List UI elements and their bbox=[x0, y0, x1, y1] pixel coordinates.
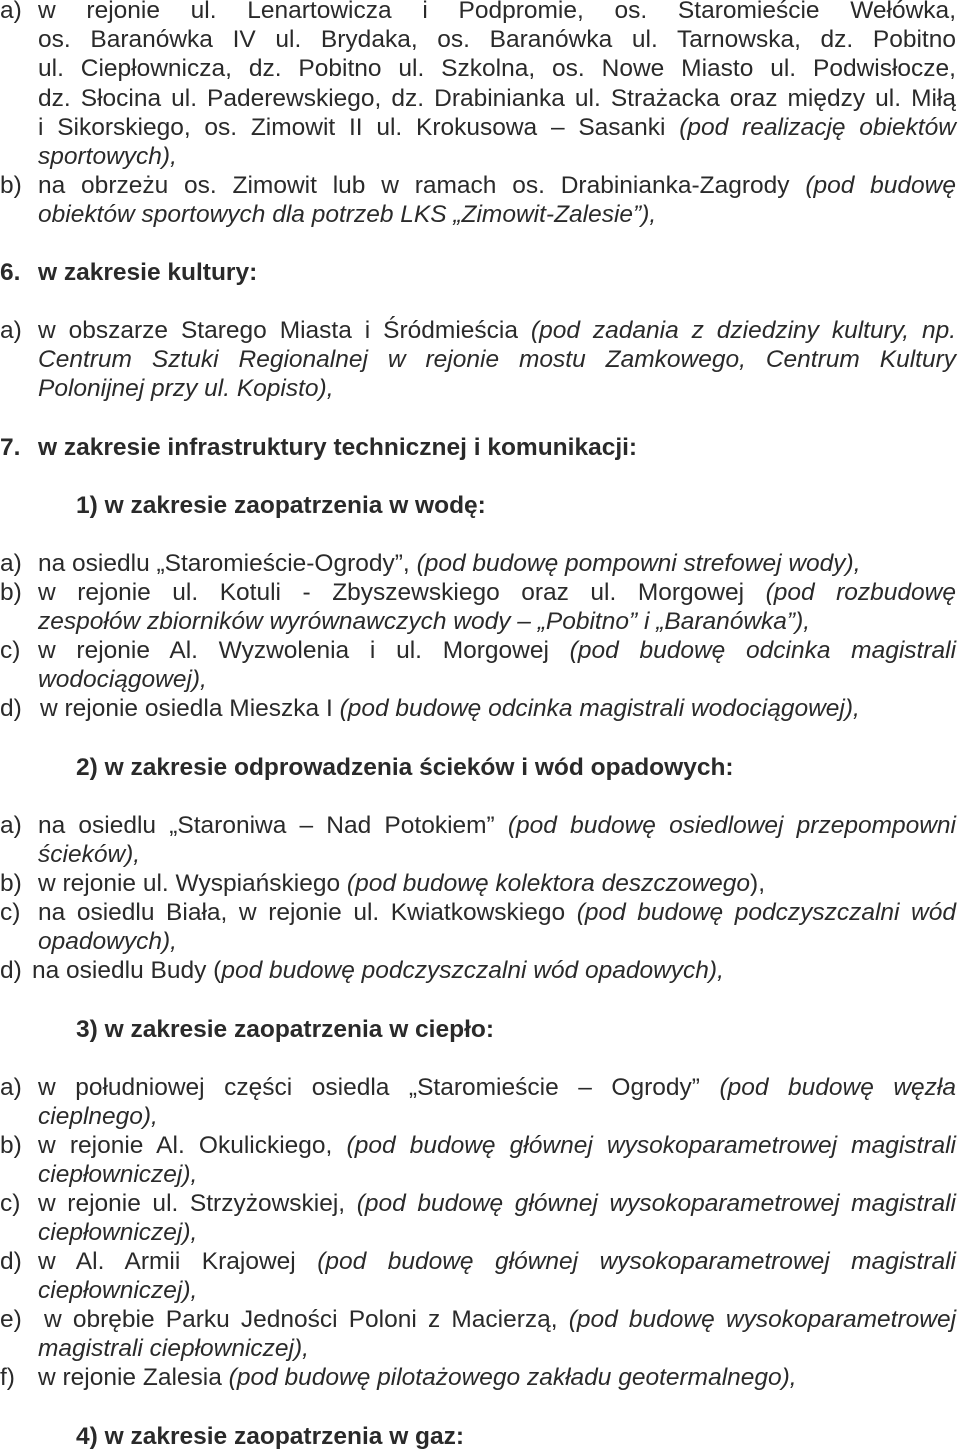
paragraph-line: dz. Słocina ul. Paderewskiego, dz. Drabinianka ul. Strażacka oraz między ul. Miłą bbox=[38, 85, 956, 112]
paragraph-line: ul. Ciepłownicza, dz. Pobitno ul. Szkolna, os. Nowe Miasto ul. Podwisłocze, bbox=[38, 55, 956, 82]
subsection-heading-sewage bbox=[0, 753, 960, 783]
paragraph-line: w rejonie ul. Lenartowicza i Podpromie, os. Staromieście Wełówka, bbox=[38, 0, 956, 24]
italic-note: zespołów zbiorników wyrównawczych wody – „Pobitno” i „Baranówka”), bbox=[38, 608, 811, 635]
italic-note: (pod budowę węzła bbox=[719, 1074, 956, 1101]
subsection-title: 4) w zakresie zaopatrzenia w gaz: bbox=[76, 1423, 465, 1450]
plain-text: w rejonie Al. Wyzwolenia i ul. Morgowej bbox=[38, 637, 549, 664]
paragraph-line-row bbox=[0, 142, 960, 172]
paragraph-line bbox=[44, 1305, 956, 1335]
italic-note: obiektów sportowych dla potrzeb LKS „Zimowit-Zalesie”), bbox=[38, 201, 657, 228]
subsection-heading-gas bbox=[0, 1422, 960, 1452]
italic-note: cieplnego), bbox=[38, 1103, 158, 1130]
plain-text: w Al. Armii Krajowej bbox=[38, 1248, 296, 1275]
italic-note: ciepłowniczej), bbox=[38, 1161, 198, 1188]
list-item-b bbox=[0, 869, 960, 899]
paragraph-line-row bbox=[0, 374, 960, 404]
list-item-b bbox=[0, 171, 960, 201]
paragraph-line bbox=[38, 316, 956, 346]
paragraph-line bbox=[38, 1363, 797, 1393]
paragraph-line-row bbox=[0, 25, 960, 55]
paragraph-line-row bbox=[0, 1276, 960, 1306]
item-label: a) bbox=[0, 550, 22, 577]
italic-note: ciepłowniczej), bbox=[38, 1219, 198, 1246]
italic-note: (pod budowę głównej wysokoparametrowej magistrali bbox=[346, 1132, 956, 1159]
item-label: b) bbox=[0, 172, 22, 199]
paragraph-line-row bbox=[0, 200, 960, 230]
paragraph-line-row bbox=[0, 54, 960, 84]
plain-text: i Sikorskiego, os. Zimowit II ul. Krokusowa – Sasanki bbox=[38, 114, 666, 141]
item-label: b) bbox=[0, 579, 22, 606]
item-label: e) bbox=[0, 1306, 22, 1333]
italic-note: pod budowę podczyszczalni wód opadowych), bbox=[221, 957, 724, 984]
plain-text: w rejonie ul. Strzyżowskiej, bbox=[38, 1190, 346, 1217]
plain-text: na osiedlu „Staromieście-Ogrody”, bbox=[38, 550, 410, 577]
section-number: 6. bbox=[0, 259, 21, 286]
paragraph-line: os. Baranówka IV ul. Brydaka, os. Baranówka ul. Tarnowska, dz. Pobitno bbox=[38, 26, 956, 53]
item-label: a) bbox=[0, 1074, 22, 1101]
subsection-title: 2) w zakresie odprowadzenia ścieków i wód opadowych: bbox=[76, 754, 734, 781]
plain-text: w południowej części osiedla „Staromieście – Ogrody” bbox=[38, 1074, 700, 1101]
paragraph-line bbox=[38, 811, 956, 841]
section-title: w zakresie kultury: bbox=[38, 259, 258, 286]
section-title: w zakresie infrastruktury technicznej i komunikacji: bbox=[38, 434, 638, 461]
italic-note: (pod realizację obiektów bbox=[679, 114, 957, 141]
italic-note: (pod budowę kolektora deszczowego bbox=[346, 870, 751, 897]
italic-note: magistrali ciepłowniczej), bbox=[38, 1335, 309, 1362]
paragraph-line-row bbox=[0, 927, 960, 957]
item-label: c) bbox=[0, 1190, 21, 1217]
paragraph-line-row bbox=[0, 1102, 960, 1132]
paragraph-line-row bbox=[0, 1218, 960, 1248]
paragraph-line-row bbox=[0, 345, 960, 375]
paragraph-line bbox=[32, 956, 724, 986]
item-label: d) bbox=[0, 957, 22, 984]
item-label: a) bbox=[0, 812, 22, 839]
item-label: b) bbox=[0, 870, 22, 897]
paragraph-line-row bbox=[0, 1334, 960, 1364]
item-label: a) bbox=[0, 317, 22, 344]
section-number: 7. bbox=[0, 434, 21, 461]
italic-note: (pod budowę wysokoparametrowej bbox=[568, 1306, 957, 1333]
italic-note: (pod budowę pompowni strefowej wody), bbox=[416, 550, 861, 577]
italic-note: (pod budowę bbox=[805, 172, 956, 199]
item-label: d) bbox=[0, 1248, 22, 1275]
section-heading-7 bbox=[0, 433, 960, 463]
plain-text: ), bbox=[750, 870, 766, 897]
list-item-e bbox=[0, 1305, 960, 1335]
paragraph-line-row bbox=[0, 607, 960, 637]
italic-note: (pod zadania z dziedziny kultury, np. bbox=[530, 317, 956, 344]
list-item-c bbox=[0, 1189, 960, 1219]
paragraph-line-row bbox=[0, 84, 960, 114]
list-item-b bbox=[0, 578, 960, 608]
paragraph-line-row bbox=[0, 113, 960, 143]
list-item-d bbox=[0, 1247, 960, 1277]
italic-note: (pod budowę odcinka magistrali wodociągowej), bbox=[339, 695, 860, 722]
paragraph-line bbox=[38, 1073, 956, 1103]
plain-text: w rejonie ul. Kotuli - Zbyszewskiego oraz ul. Morgowej bbox=[38, 579, 745, 606]
italic-note: Centrum Sztuki Regionalnej w rejonie mostu Zamkowego, Centrum Kultury bbox=[38, 346, 956, 373]
item-label: c) bbox=[0, 637, 21, 664]
plain-text: w rejonie Zalesia bbox=[38, 1364, 222, 1391]
plain-text: w rejonie Al. Okulickiego, bbox=[38, 1132, 333, 1159]
list-item-b bbox=[0, 1131, 960, 1161]
italic-note: ścieków), bbox=[38, 841, 141, 868]
list-item-a bbox=[0, 1073, 960, 1103]
paragraph-line bbox=[38, 898, 956, 928]
italic-note: ciepłowniczej), bbox=[38, 1277, 198, 1304]
list-item-d bbox=[0, 956, 960, 986]
list-item-a bbox=[0, 811, 960, 841]
paragraph-line bbox=[38, 1131, 956, 1161]
subsection-heading-heat bbox=[0, 1015, 960, 1045]
italic-note: (pod budowę pilotażowego zakładu geotermalnego), bbox=[228, 1364, 797, 1391]
subsection-title: 3) w zakresie zaopatrzenia w ciepło: bbox=[76, 1016, 495, 1043]
list-item-a bbox=[0, 316, 960, 346]
paragraph-line bbox=[38, 1247, 956, 1277]
item-label: a) bbox=[0, 0, 22, 24]
italic-note: opadowych), bbox=[38, 928, 177, 955]
paragraph-line bbox=[38, 578, 956, 608]
plain-text: w obrębie Parku Jedności Poloni z Macierzą, bbox=[44, 1306, 558, 1333]
paragraph-line bbox=[40, 694, 860, 724]
item-label: c) bbox=[0, 899, 21, 926]
subsection-heading-water bbox=[0, 491, 960, 521]
section-heading-6 bbox=[0, 258, 960, 288]
italic-note: wodociągowej), bbox=[38, 666, 207, 693]
plain-text: na osiedlu Budy ( bbox=[32, 957, 222, 984]
list-item-a bbox=[0, 0, 960, 26]
plain-text: w obszarze Starego Miasta i Śródmieścia bbox=[38, 317, 518, 344]
item-label: d) bbox=[0, 695, 22, 722]
italic-note: (pod budowę odcinka magistrali bbox=[569, 637, 957, 664]
plain-text: w rejonie ul. Wyspiańskiego bbox=[38, 870, 341, 897]
italic-note: (pod budowę osiedlowej przepompowni bbox=[507, 812, 956, 839]
plain-text: na osiedlu „Staroniwa – Nad Potokiem” bbox=[38, 812, 495, 839]
paragraph-line bbox=[38, 171, 956, 201]
paragraph-line bbox=[38, 549, 861, 579]
paragraph-line-row bbox=[0, 665, 960, 695]
paragraph-line-row bbox=[0, 1160, 960, 1190]
item-label: f) bbox=[0, 1364, 15, 1391]
plain-text: w rejonie osiedla Mieszka I bbox=[40, 695, 333, 722]
paragraph-line bbox=[38, 1189, 956, 1219]
item-label: b) bbox=[0, 1132, 22, 1159]
plain-text: na osiedlu Biała, w rejonie ul. Kwiatkowskiego bbox=[38, 899, 566, 926]
italic-note: (pod budowę głównej wysokoparametrowej magistrali bbox=[356, 1190, 956, 1217]
italic-note: (pod rozbudowę bbox=[765, 579, 956, 606]
subsection-title: 1) w zakresie zaopatrzenia w wodę: bbox=[76, 492, 486, 519]
paragraph-line bbox=[38, 113, 956, 143]
italic-note: Polonijnej przy ul. Kopisto), bbox=[38, 375, 334, 402]
list-item-c bbox=[0, 636, 960, 666]
list-item-a bbox=[0, 549, 960, 579]
list-item-d bbox=[0, 694, 960, 724]
paragraph-line bbox=[38, 636, 956, 666]
plain-text: na obrzeżu os. Zimowit lub w ramach os. Drabinianka-Zagrody bbox=[38, 172, 790, 199]
paragraph-line bbox=[38, 869, 765, 899]
italic-note: sportowych), bbox=[38, 143, 177, 170]
list-item-f bbox=[0, 1363, 960, 1393]
italic-note: (pod budowę podczyszczalni wód bbox=[576, 899, 957, 926]
list-item-c bbox=[0, 898, 960, 928]
paragraph-line-row bbox=[0, 840, 960, 870]
italic-note: (pod budowę głównej wysokoparametrowej magistrali bbox=[317, 1248, 956, 1275]
